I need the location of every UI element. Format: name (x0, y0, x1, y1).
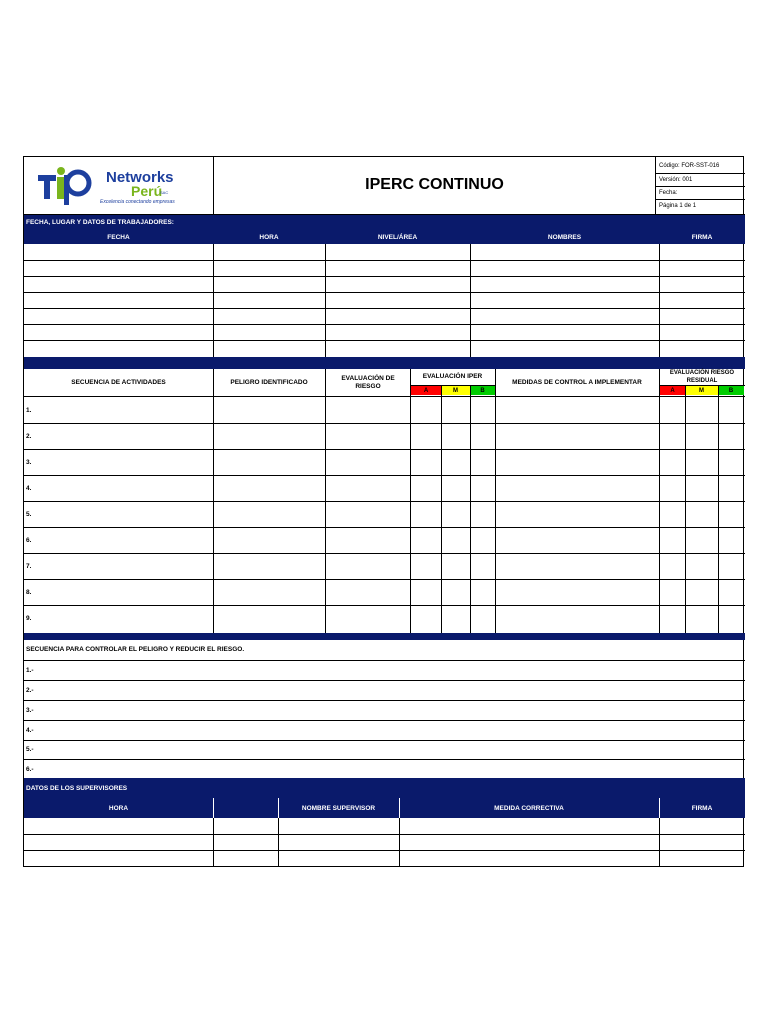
activity-row-2: 2. (26, 432, 32, 440)
control-step-6: 6.- (26, 766, 34, 773)
doc-code: Código: FOR-SST-016 (659, 163, 720, 169)
workers-table-body[interactable] (24, 244, 745, 357)
activities-table-body[interactable] (24, 397, 745, 633)
section1-title: FECHA, LUGAR Y DATOS DE TRABAJADORES: (24, 215, 745, 230)
sup-col-nombre: NOMBRE SUPERVISOR (301, 804, 376, 812)
activity-row-1: 1. (26, 406, 32, 414)
page-title: IPERC CONTINUO (365, 176, 504, 193)
activity-row-5: 5. (26, 510, 32, 518)
col-fecha: FECHA (107, 233, 130, 241)
sup-col-medida: MEDIDA CORRECTIVA (494, 804, 564, 812)
control-step-5: 5.- (26, 746, 34, 753)
col-nombres: NOMBRES (547, 233, 582, 241)
col-evaluacion-residual: EVALUACIÓN RIESGO RESIDUAL (669, 370, 735, 384)
section4-title: DATOS DE LOS SUPERVISORES (24, 778, 745, 798)
activity-row-9: 9. (26, 614, 32, 622)
control-step-2: 2.- (26, 687, 34, 694)
activity-row-8: 8. (26, 588, 32, 596)
company-logo (36, 163, 206, 209)
doc-version: Versión: 001 (659, 177, 693, 183)
activity-row-6: 6. (26, 536, 32, 544)
col-firma: FIRMA (691, 233, 713, 241)
sup-col-blank (213, 798, 278, 818)
activity-row-3: 3. (26, 458, 32, 466)
col-nivel-area: NIVEL/ÁREA (377, 233, 418, 241)
residual-level-b: B (718, 386, 744, 395)
activity-row-4: 4. (26, 484, 32, 492)
control-step-4: 4.- (26, 727, 34, 734)
logo-suffix-text: SAC (160, 190, 169, 195)
control-sequence-list[interactable] (24, 661, 745, 778)
col-evaluacion-riesgo: EVALUACIÓN DE RIESGO (341, 375, 395, 390)
col-medidas-control: MEDIDAS DE CONTROL A IMPLEMENTAR (512, 379, 642, 386)
sup-col-firma: FIRMA (691, 804, 713, 812)
section2-divider (24, 357, 745, 369)
logo-peru-text: Perú (131, 183, 163, 199)
tip-logo-icon (36, 163, 96, 207)
doc-date: Fecha: (659, 190, 678, 196)
iper-level-m: M (441, 386, 470, 395)
sup-col-hora: HORA (108, 804, 129, 812)
col-peligro-identificado: PELIGRO IDENTIFICADO (230, 379, 308, 386)
control-step-3: 3.- (26, 707, 34, 714)
iper-level-a: A (411, 386, 441, 395)
col-evaluacion-iper: EVALUACIÓN IPER (422, 373, 483, 380)
control-step-1: 1.- (26, 667, 34, 674)
residual-level-a: A (660, 386, 685, 395)
logo-networks-text: Networks (106, 169, 174, 186)
iperc-form (23, 156, 744, 867)
logo-tagline: Excelencia conectando empresas (100, 199, 175, 205)
section3-divider (24, 633, 745, 640)
residual-level-m: M (685, 386, 718, 395)
doc-page: Página 1 de 1 (659, 203, 697, 209)
supervisors-table-body[interactable] (24, 818, 745, 867)
col-secuencia-actividades: SECUENCIA DE ACTIVIDADES (71, 379, 166, 386)
section3-title: SECUENCIA PARA CONTROLAR EL PELIGRO Y REDUCIR EL RIESGO. (26, 645, 245, 653)
activity-row-7: 7. (26, 562, 32, 570)
col-hora: HORA (259, 233, 279, 241)
iper-level-b: B (470, 386, 495, 395)
